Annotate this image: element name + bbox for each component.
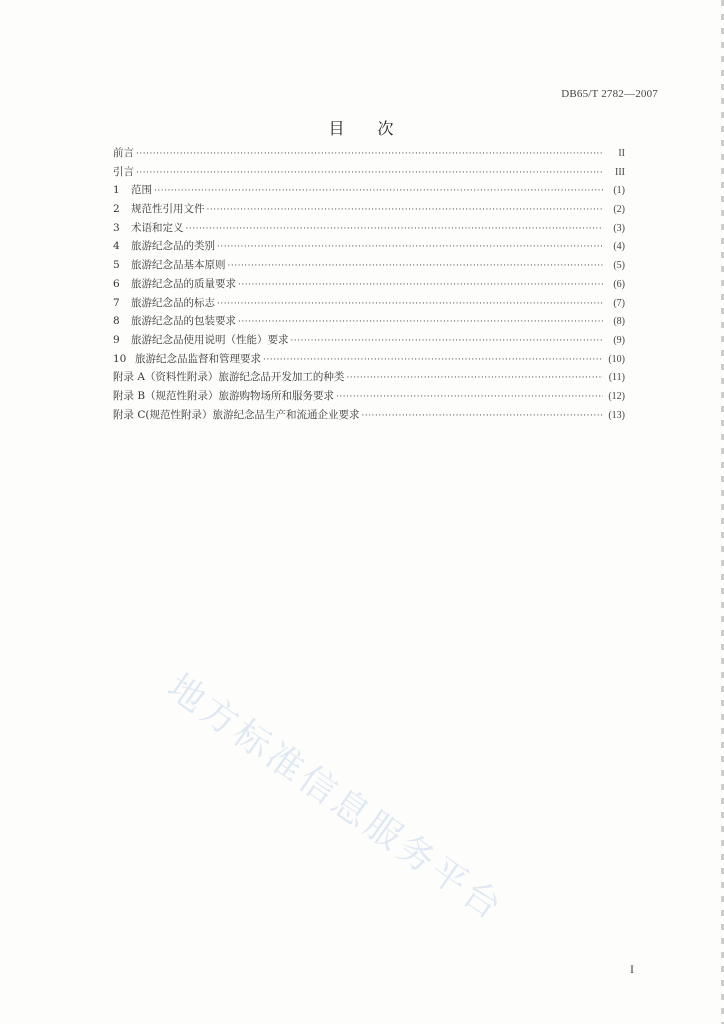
toc-entry-4[interactable] — [113, 238, 625, 257]
leader-dots — [336, 392, 603, 402]
toc-entry-7[interactable] — [113, 295, 625, 314]
toc-entry-label: 附录 C(规范性附录）旅游纪念品生产和流通企业要求 — [113, 408, 360, 421]
leader-dots — [136, 149, 603, 159]
toc-entry-page: III — [615, 166, 625, 178]
toc-entry-8[interactable] — [113, 313, 625, 332]
leader-dots — [238, 280, 603, 290]
toc-entry-number: 1 — [113, 184, 120, 197]
toc-entry-page: (2) — [613, 204, 625, 216]
toc-entry-label: 旅游纪念品的类别 — [131, 240, 215, 253]
toc-entry-page: (1) — [613, 185, 625, 197]
toc-entry-number: 8 — [113, 315, 120, 328]
toc-entry-label: 旅游纪念品基本原则 — [131, 259, 226, 272]
leader-dots — [217, 242, 603, 252]
toc-entry-page: (4) — [613, 241, 625, 253]
toc-entry-label: 附录 B（规范性附录）旅游购物场所和服务要求 — [113, 389, 335, 402]
toc-entry-number: 10 — [113, 352, 127, 365]
toc-entry-number: 2 — [113, 203, 120, 216]
toc-entry-9[interactable] — [113, 332, 625, 351]
toc-entry-label: 前言 — [113, 147, 134, 159]
toc-entry-page: (3) — [613, 222, 625, 234]
standard-code: DB65/T 2782—2007 — [561, 88, 658, 100]
toc-entry-number: 6 — [113, 277, 120, 290]
toc-entry-number: 5 — [113, 259, 120, 272]
leader-dots — [361, 411, 603, 421]
toc-entry-page: (13) — [608, 409, 625, 421]
toc-entry-label: 旅游纪念品的标志 — [131, 296, 215, 309]
toc-entry-page: (7) — [613, 297, 625, 309]
toc-entry-appendix-a[interactable] — [113, 369, 625, 388]
leader-dots — [154, 186, 603, 196]
watermark: 地方标准信息服务平台 — [159, 666, 512, 930]
toc-entry-page: (9) — [613, 334, 625, 346]
toc-entry-label: 术语和定义 — [131, 221, 184, 234]
table-of-contents — [113, 145, 625, 425]
toc-entry-1[interactable] — [113, 182, 625, 201]
toc-entry-appendix-c[interactable] — [113, 407, 625, 426]
leader-dots — [136, 168, 603, 178]
toc-entry-page: (11) — [608, 372, 625, 384]
leader-dots — [217, 299, 603, 309]
toc-entry-number: 4 — [113, 240, 120, 253]
toc-entry-label: 旅游纪念品监督和管理要求 — [135, 352, 261, 365]
toc-entry-number: 7 — [113, 296, 120, 309]
page-number: I — [630, 962, 634, 976]
leader-dots — [238, 317, 603, 327]
toc-entry-3[interactable] — [113, 220, 625, 239]
toc-entry-label: 附录 A（资料性附录）旅游纪念品开发加工的种类 — [113, 371, 345, 384]
toc-entry-number: 9 — [113, 333, 120, 346]
toc-entry-5[interactable] — [113, 257, 625, 276]
toc-entry-label: 规范性引用文件 — [131, 203, 205, 216]
leader-dots — [346, 373, 603, 383]
leader-dots — [207, 205, 604, 215]
toc-entry-6[interactable] — [113, 276, 625, 295]
toc-entry-page: (10) — [608, 353, 625, 365]
toc-entry-label: 旅游纪念品的包装要求 — [131, 315, 236, 328]
toc-entry-10[interactable] — [113, 351, 625, 370]
leader-dots — [263, 355, 603, 365]
toc-entry-label: 范围 — [131, 184, 152, 197]
toc-entry-appendix-b[interactable] — [113, 388, 625, 407]
toc-entry-page: II — [618, 148, 625, 159]
leader-dots — [291, 336, 604, 346]
toc-entry-label: 旅游纪念品使用说明（性能）要求 — [131, 333, 289, 346]
leader-dots — [186, 224, 604, 234]
leader-dots — [228, 261, 604, 271]
toc-entry-label: 引言 — [113, 165, 134, 178]
toc-entry-label: 旅游纪念品的质量要求 — [131, 277, 236, 290]
toc-entry-page: (8) — [613, 316, 625, 328]
toc-entry-foreword[interactable] — [113, 145, 625, 164]
toc-entry-number: 3 — [113, 221, 120, 234]
toc-entry-introduction[interactable] — [113, 164, 625, 183]
toc-title: 目 次 — [328, 119, 408, 138]
toc-entry-page: (5) — [613, 260, 625, 272]
toc-entry-2[interactable] — [113, 201, 625, 220]
toc-entry-page: (6) — [613, 278, 625, 290]
toc-entry-page: (12) — [608, 390, 625, 402]
